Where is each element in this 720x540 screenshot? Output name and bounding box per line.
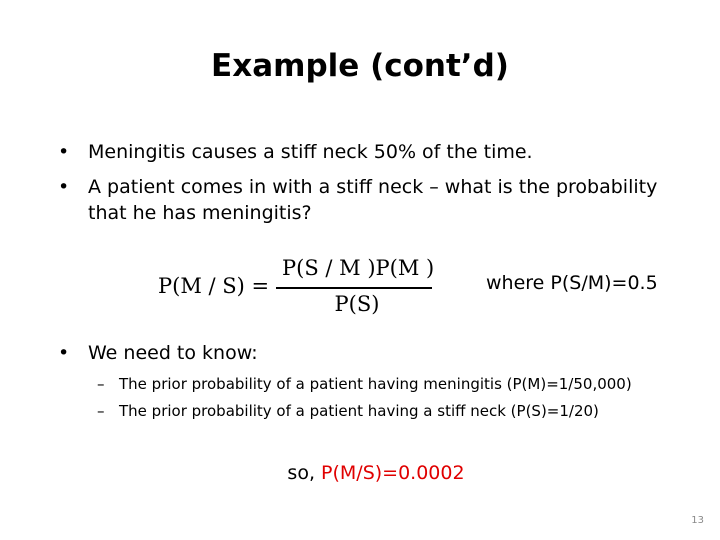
- sub-bullet-prior-meningitis: [97, 373, 632, 395]
- conclusion: [0, 462, 720, 484]
- conclusion-prefix: so,: [287, 462, 322, 484]
- bullet-text: We need to know:: [88, 342, 258, 364]
- formula-lhs: P(M / S) =: [158, 274, 270, 298]
- slide-title: Example (cont’d): [211, 48, 509, 84]
- bullet-text: A patient comes in with a stiff neck – what is the probability: [88, 176, 658, 198]
- bullet-marker: •: [58, 176, 70, 198]
- bayes-formula: [158, 254, 438, 324]
- where-note: where P(S/M)=0.5: [486, 272, 658, 294]
- formula-denominator: P(S): [334, 292, 380, 316]
- sub-bullet-marker: –: [97, 402, 105, 420]
- conclusion-result: P(M/S)=0.0002: [321, 462, 465, 484]
- page-number: 13: [691, 515, 704, 526]
- bullet-continuation: that he has meningitis?: [88, 202, 312, 224]
- bullet-marker: •: [58, 342, 70, 364]
- sub-bullet-prior-stiff-neck: [97, 400, 599, 422]
- bullet-patient: [58, 174, 657, 200]
- formula-numerator: P(S / M )P(M ): [282, 256, 435, 280]
- bullet-meningitis: [58, 139, 533, 165]
- bullet-need-to-know: [58, 340, 258, 366]
- sub-bullet-text: The prior probability of a patient having meningitis (P(M)=1/50,000): [119, 375, 632, 393]
- fraction-bar: [276, 287, 432, 289]
- bullet-text: Meningitis causes a stiff neck 50% of the time.: [88, 141, 533, 163]
- sub-bullet-text: The prior probability of a patient having a stiff neck (P(S)=1/20): [119, 402, 599, 420]
- sub-bullet-marker: –: [97, 375, 105, 393]
- bullet-marker: •: [58, 141, 70, 163]
